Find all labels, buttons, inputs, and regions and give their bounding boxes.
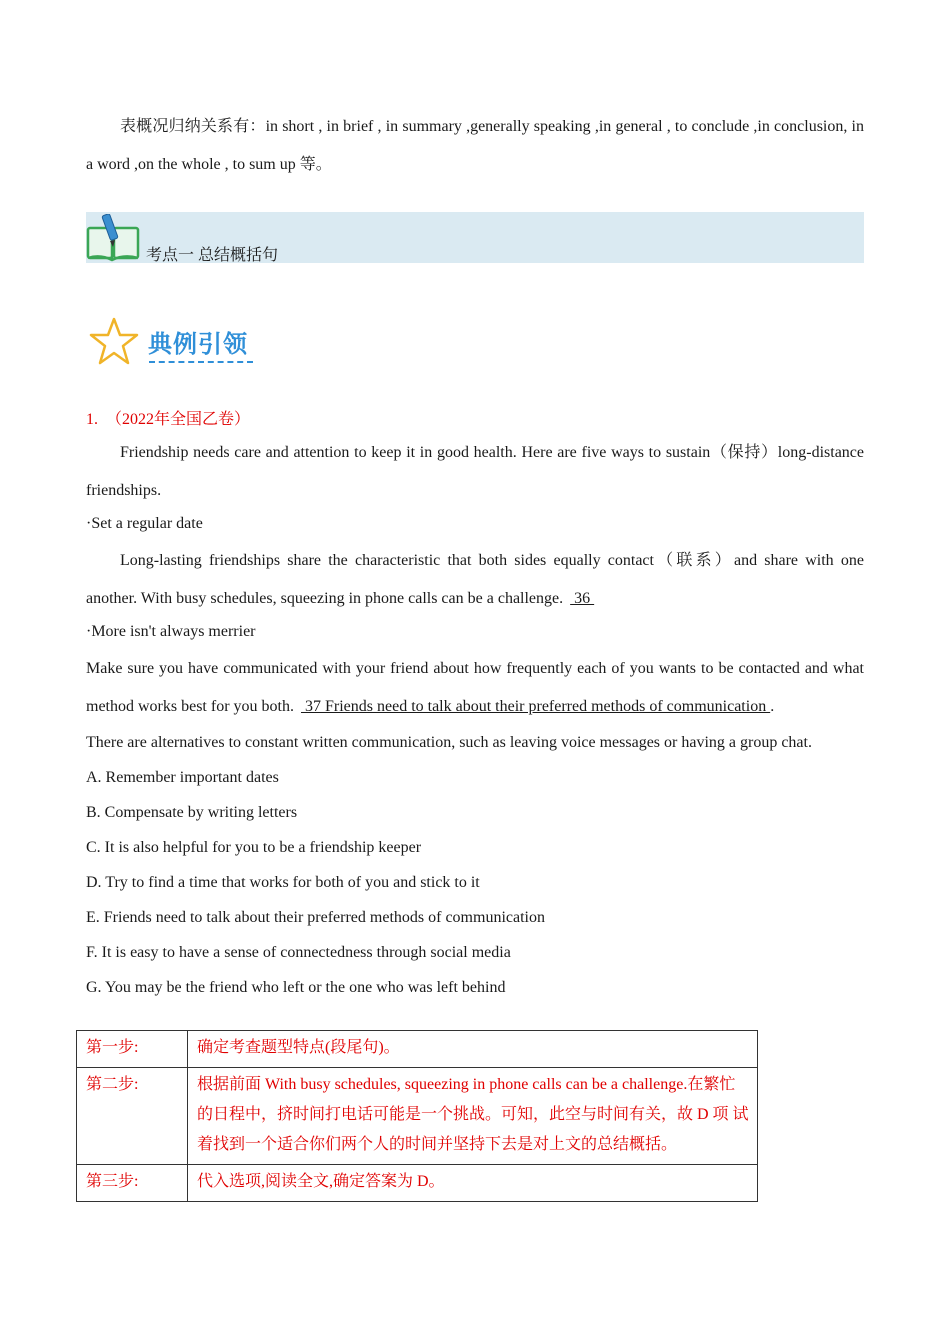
star-outline-icon — [88, 316, 140, 366]
example-title-underline — [149, 361, 253, 363]
option-f: F. It is easy to have a sense of connectedness through social media — [86, 944, 511, 961]
steps-table — [76, 1030, 758, 1202]
passage-heading-2: ·More isn't always merrier — [86, 623, 256, 640]
para-2-text: Long-lasting friendships share the characteristic that both sides equally contact（联系）and share with one another. With busy schedules, squeezing in phone calls can be a challenge. — [86, 552, 864, 607]
step-2-text: 根据前面 With busy schedules, squeezing in phone calls can be a challenge.在繁忙的日程中，挤时间打电话可能是一个挑战。可知，此空与时间有关，故 D 项 试着找到一个适合你们两个人的时间并坚持下去是对上文的总结概括。 — [188, 1068, 758, 1165]
question-number: 1. — [86, 411, 98, 428]
option-b: B. Compensate by writing letters — [86, 804, 298, 821]
option-a: A. Remember important dates — [86, 769, 279, 786]
table-row — [77, 1031, 758, 1068]
passage-intro: Friendship needs care and attention to keep it in good health. Here are five ways to sustain（保持）long-distance friendships. — [86, 444, 864, 499]
blank-36: 36 — [570, 590, 595, 607]
question-heading — [86, 406, 250, 429]
step-1-label: 第一步: — [77, 1031, 188, 1068]
para-3-text: Make sure you have communicated with your friend about how frequently each of you wants to be contacted and what method works best for you both. — [86, 660, 864, 715]
question-source: （2022年全国乙卷） — [106, 411, 251, 428]
example-title: 典例引领 — [148, 330, 248, 358]
intro-paragraph: 表概况归纳关系有：in short , in brief , in summary ,generally speaking ,in general , to conclude ,in conclusion, in a word ,on the whole , to sum up 等。 — [86, 118, 864, 173]
option-e: E. Friends need to talk about their preferred methods of communication — [86, 909, 545, 926]
passage-heading-1: ·Set a regular date — [86, 515, 203, 532]
option-g: G. You may be the friend who left or the one who was left behind — [86, 979, 506, 996]
passage-para-4: There are alternatives to constant written communication, such as leaving voice messages or having a group chat. — [86, 734, 812, 751]
para-3-tail: . — [770, 698, 775, 715]
table-row — [77, 1068, 758, 1165]
blank-37: 37 Friends need to talk about their preferred methods of communication — [300, 698, 771, 715]
passage-para-3 — [86, 650, 864, 726]
step-3-label: 第三步: — [77, 1165, 188, 1202]
table-row — [77, 1165, 758, 1202]
passage-para-2 — [86, 542, 864, 618]
step-2-label: 第二步: — [77, 1068, 188, 1165]
book-pencil-icon — [86, 214, 140, 262]
option-d: D. Try to find a time that works for both of you and stick to it — [86, 874, 480, 891]
banner-title: 考点一 总结概括句 — [146, 247, 279, 264]
option-c: C. It is also helpful for you to be a friendship keeper — [86, 839, 422, 856]
step-3-text: 代入选项,阅读全文,确定答案为 D。 — [188, 1165, 758, 1202]
step-1-text: 确定考查题型特点(段尾句)。 — [188, 1031, 758, 1068]
